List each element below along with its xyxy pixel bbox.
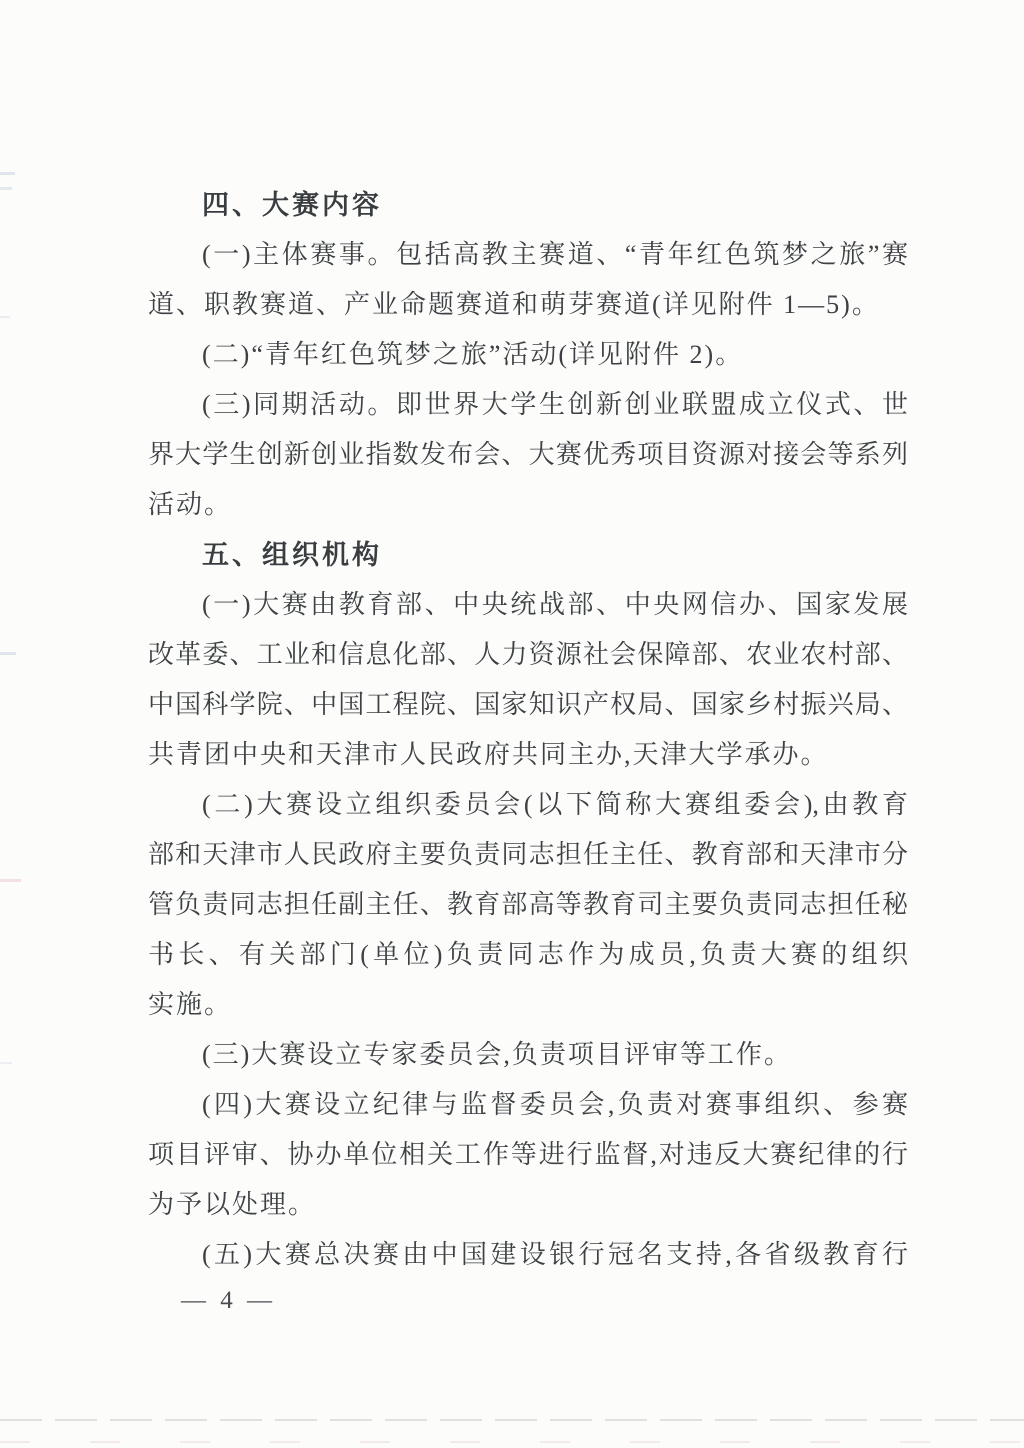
- text-line: 实施。: [148, 990, 233, 1019]
- heading-text: 五、组织机构: [202, 540, 382, 570]
- para-2-red-dream-journey: [148, 330, 908, 380]
- text-line: 部和天津市人民政府主要负责同志担任主任、教育部和天津市分: [148, 840, 908, 869]
- heading-text: 四、大赛内容: [202, 190, 382, 220]
- scan-artifact: [0, 172, 15, 175]
- text-line: 道、职教赛道、产业命题赛道和萌芽赛道(详见附件 1—5)。: [148, 290, 880, 319]
- text-line: (一)主体赛事。包括高教主赛道、“青年红色筑梦之旅”赛: [202, 240, 908, 269]
- text-line: (四)大赛设立纪律与监督委员会,负责对赛事组织、参赛: [202, 1090, 908, 1119]
- scan-artifact-bottom-edge: [0, 1441, 1024, 1443]
- scan-artifact: [0, 316, 10, 318]
- document-body: [148, 180, 908, 1280]
- page-number: — 4 —: [181, 1287, 276, 1314]
- text-line: 管负责同志担任副主任、教育部高等教育司主要负责同志担任秘: [148, 890, 908, 919]
- scan-artifact: [0, 652, 16, 655]
- section-heading-4-content: [148, 180, 908, 230]
- text-line: (二)大赛设立组织委员会(以下简称大赛组委会),由教育: [202, 790, 908, 819]
- para-8-finals-sponsor: [148, 1230, 908, 1280]
- text-line: (二)“青年红色筑梦之旅”活动(详见附件 2)。: [202, 340, 744, 369]
- scan-artifact: [0, 879, 21, 882]
- text-line: (一)大赛由教育部、中央统战部、中央网信办、国家发展: [202, 590, 908, 619]
- text-line: 中国科学院、中国工程院、国家知识产权局、国家乡村振兴局、: [148, 690, 908, 719]
- text-line: 书长、有关部门(单位)负责同志作为成员,负责大赛的组织: [148, 940, 908, 969]
- text-line: (五)大赛总决赛由中国建设银行冠名支持,各省级教育行: [202, 1240, 908, 1269]
- para-7-discipline-committee: [148, 1080, 908, 1230]
- text-line: (三)大赛设立专家委员会,负责项目评审等工作。: [202, 1040, 792, 1069]
- text-line: 共青团中央和天津市人民政府共同主办,天津大学承办。: [148, 740, 829, 769]
- para-1-main-events: [148, 230, 908, 330]
- para-5-organizing-committee: [148, 780, 908, 1030]
- text-line: 界大学生创新创业指数发布会、大赛优秀项目资源对接会等系列: [148, 440, 908, 469]
- text-line: 改革委、工业和信息化部、人力资源社会保障部、农业农村部、: [148, 640, 908, 669]
- scan-artifact: [0, 187, 12, 190]
- para-4-organizers: [148, 580, 908, 780]
- text-line: (三)同期活动。即世界大学生创新创业联盟成立仪式、世: [202, 390, 908, 419]
- text-line: 项目评审、协办单位相关工作等进行监督,对违反大赛纪律的行: [148, 1140, 908, 1169]
- para-3-concurrent-activities: [148, 380, 908, 530]
- scan-artifact: [0, 1062, 12, 1064]
- text-line: 活动。: [148, 490, 233, 519]
- para-6-expert-committee: [148, 1030, 908, 1080]
- scan-artifact-bottom-edge: [0, 1419, 1024, 1421]
- section-heading-5-organization: [148, 530, 908, 580]
- text-line: 为予以处理。: [148, 1190, 317, 1219]
